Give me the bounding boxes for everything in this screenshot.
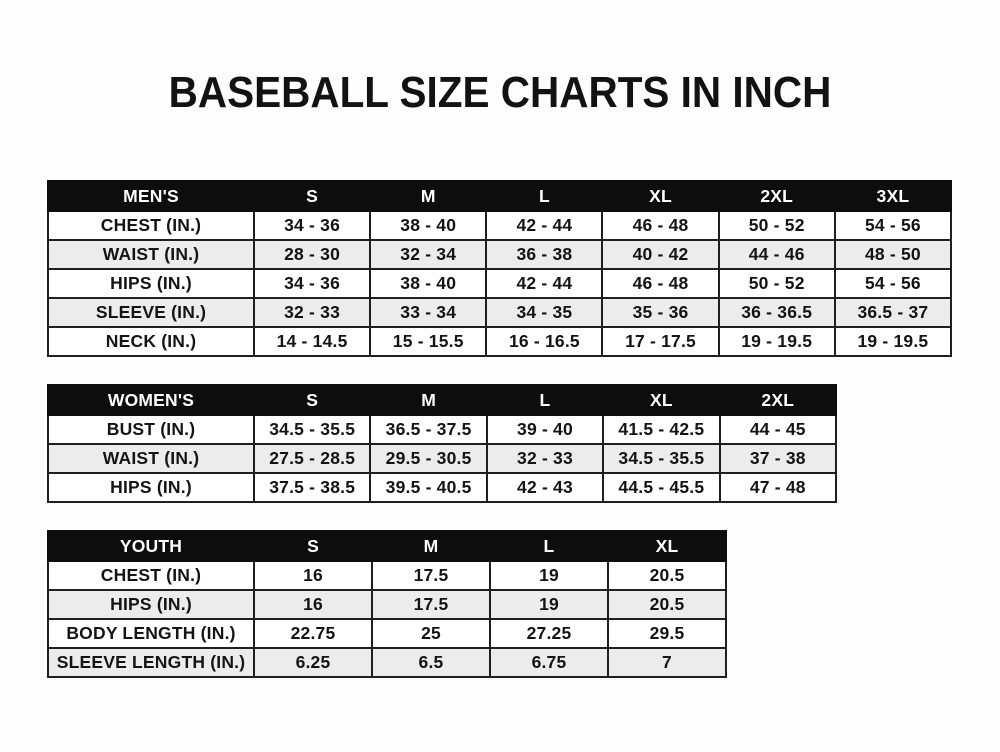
size-cell: 35 - 36 (602, 298, 718, 327)
size-cell: 37 - 38 (720, 444, 836, 473)
column-header: M (370, 385, 486, 415)
size-cell: 50 - 52 (719, 269, 835, 298)
column-header: S (254, 385, 370, 415)
size-cell: 17.5 (372, 590, 490, 619)
size-cell: 16 (254, 590, 372, 619)
size-cell: 42 - 43 (487, 473, 603, 502)
column-header: L (487, 385, 603, 415)
size-cell: 42 - 44 (486, 269, 602, 298)
table-row (48, 590, 726, 619)
column-header: 3XL (835, 181, 951, 211)
size-cell: 54 - 56 (835, 269, 951, 298)
size-cell: 32 - 33 (487, 444, 603, 473)
row-label: BODY LENGTH (IN.) (48, 619, 254, 648)
column-header: XL (608, 531, 726, 561)
table-row (48, 473, 836, 502)
size-cell: 29.5 - 30.5 (370, 444, 486, 473)
size-cell: 33 - 34 (370, 298, 486, 327)
youth-size-table (47, 530, 727, 678)
size-cell: 50 - 52 (719, 211, 835, 240)
size-cell: 17 - 17.5 (602, 327, 718, 356)
column-header: 2XL (719, 181, 835, 211)
size-cell: 36.5 - 37.5 (370, 415, 486, 444)
column-header: S (254, 531, 372, 561)
row-label: SLEEVE LENGTH (IN.) (48, 648, 254, 677)
table-title-cell: MEN'S (48, 181, 254, 211)
womens-size-table (47, 384, 837, 503)
size-cell: 48 - 50 (835, 240, 951, 269)
size-cell: 42 - 44 (486, 211, 602, 240)
column-header: S (254, 181, 370, 211)
table-row (48, 240, 951, 269)
size-cell: 7 (608, 648, 726, 677)
mens-size-table (47, 180, 952, 357)
header-row (48, 385, 836, 415)
table-row (48, 415, 836, 444)
size-cell: 6.5 (372, 648, 490, 677)
column-header: L (486, 181, 602, 211)
size-cell: 6.25 (254, 648, 372, 677)
size-cell: 19 - 19.5 (835, 327, 951, 356)
row-label: WAIST (IN.) (48, 240, 254, 269)
size-cell: 34.5 - 35.5 (254, 415, 370, 444)
size-cell: 19 (490, 561, 608, 590)
row-label: BUST (IN.) (48, 415, 254, 444)
size-cell: 34 - 36 (254, 211, 370, 240)
table-row (48, 211, 951, 240)
row-label: SLEEVE (IN.) (48, 298, 254, 327)
size-cell: 32 - 34 (370, 240, 486, 269)
size-cell: 16 (254, 561, 372, 590)
row-label: WAIST (IN.) (48, 444, 254, 473)
column-header: XL (603, 385, 719, 415)
size-cell: 22.75 (254, 619, 372, 648)
header-row (48, 181, 951, 211)
row-label: NECK (IN.) (48, 327, 254, 356)
size-cell: 32 - 33 (254, 298, 370, 327)
header-row (48, 531, 726, 561)
row-label: HIPS (IN.) (48, 590, 254, 619)
column-header: XL (602, 181, 718, 211)
table-title-cell: WOMEN'S (48, 385, 254, 415)
size-cell: 44 - 46 (719, 240, 835, 269)
size-cell: 15 - 15.5 (370, 327, 486, 356)
size-cell: 17.5 (372, 561, 490, 590)
page-title: BASEBALL SIZE CHARTS IN INCH (168, 68, 832, 117)
column-header: 2XL (720, 385, 836, 415)
size-cell: 14 - 14.5 (254, 327, 370, 356)
size-cell: 44.5 - 45.5 (603, 473, 719, 502)
size-cell: 41.5 - 42.5 (603, 415, 719, 444)
row-label: HIPS (IN.) (48, 269, 254, 298)
table-row (48, 561, 726, 590)
row-label: CHEST (IN.) (48, 561, 254, 590)
size-cell: 38 - 40 (370, 269, 486, 298)
size-cell: 27.5 - 28.5 (254, 444, 370, 473)
size-cell: 38 - 40 (370, 211, 486, 240)
size-cell: 27.25 (490, 619, 608, 648)
size-cell: 16 - 16.5 (486, 327, 602, 356)
table-row (48, 648, 726, 677)
size-cell: 54 - 56 (835, 211, 951, 240)
size-cell: 40 - 42 (602, 240, 718, 269)
row-label: CHEST (IN.) (48, 211, 254, 240)
size-cell: 20.5 (608, 561, 726, 590)
table-row (48, 298, 951, 327)
size-cell: 36.5 - 37 (835, 298, 951, 327)
size-cell: 37.5 - 38.5 (254, 473, 370, 502)
size-cell: 25 (372, 619, 490, 648)
size-cell: 39.5 - 40.5 (370, 473, 486, 502)
size-cell: 19 - 19.5 (719, 327, 835, 356)
table-row (48, 327, 951, 356)
table-row (48, 269, 951, 298)
size-cell: 6.75 (490, 648, 608, 677)
size-cell: 34.5 - 35.5 (603, 444, 719, 473)
size-cell: 19 (490, 590, 608, 619)
size-cell: 28 - 30 (254, 240, 370, 269)
size-cell: 34 - 35 (486, 298, 602, 327)
table-row (48, 619, 726, 648)
size-cell: 46 - 48 (602, 211, 718, 240)
size-cell: 44 - 45 (720, 415, 836, 444)
row-label: HIPS (IN.) (48, 473, 254, 502)
size-cell: 47 - 48 (720, 473, 836, 502)
table-title-cell: YOUTH (48, 531, 254, 561)
column-header: M (370, 181, 486, 211)
size-cell: 39 - 40 (487, 415, 603, 444)
size-cell: 36 - 38 (486, 240, 602, 269)
size-cell: 34 - 36 (254, 269, 370, 298)
size-cell: 46 - 48 (602, 269, 718, 298)
size-cell: 20.5 (608, 590, 726, 619)
size-cell: 36 - 36.5 (719, 298, 835, 327)
column-header: L (490, 531, 608, 561)
tables-area (47, 180, 1000, 678)
column-header: M (372, 531, 490, 561)
size-cell: 29.5 (608, 619, 726, 648)
table-row (48, 444, 836, 473)
